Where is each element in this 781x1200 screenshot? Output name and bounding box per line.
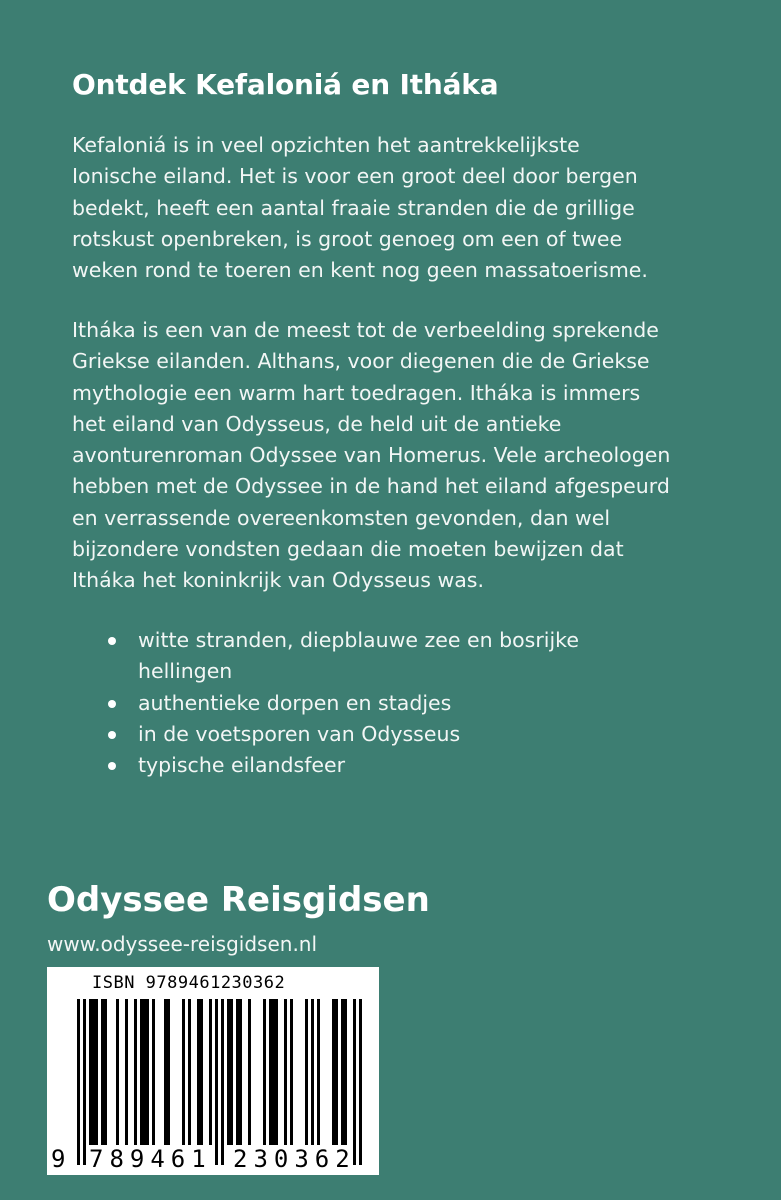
barcode-bar <box>263 999 266 1145</box>
paragraph-line: rotskust openbreken, is groot genoeg om een of twee <box>72 226 623 251</box>
highlights-list <box>108 625 678 781</box>
barcode-bar <box>146 999 149 1145</box>
barcode-digit-lead: 9 <box>51 1145 72 1173</box>
barcode-bar <box>140 999 143 1145</box>
barcode-bar <box>104 999 107 1145</box>
barcode-bar <box>272 999 275 1145</box>
barcode-bar <box>182 999 185 1145</box>
bullet-icon <box>108 700 116 708</box>
barcode-bar <box>215 999 218 1165</box>
isbn-label: ISBN 9789461230362 <box>92 973 286 993</box>
barcode-bar <box>305 999 308 1145</box>
barcode-bar <box>344 999 347 1145</box>
barcode-bar <box>284 999 287 1145</box>
list-item <box>108 688 678 719</box>
barcode-bar <box>335 999 338 1145</box>
paragraph-line: Griekse eilanden. Althans, voor diegenen die de Griekse <box>72 349 650 374</box>
barcode-bar <box>152 999 155 1145</box>
paragraph-line: het eiland van Odysseus, de held uit de antieke <box>72 411 562 436</box>
barcode-bar <box>89 999 92 1145</box>
list-item-text: typische eilandsfeer <box>138 753 346 778</box>
barcode-bar <box>236 999 239 1145</box>
barcode-bar <box>200 999 203 1145</box>
barcode-bar <box>209 999 212 1145</box>
barcode-bar <box>197 999 200 1145</box>
barcode-bars <box>47 967 379 1175</box>
barcode-bar <box>167 999 170 1145</box>
barcode-bar <box>188 999 191 1145</box>
list-item-text: in de voetsporen van Odysseus <box>138 721 461 746</box>
paragraph-line: bijzondere vondsten gedaan die moeten bewijzen dat <box>72 537 624 562</box>
barcode-digits-left: 789461 <box>89 1145 212 1173</box>
paragraph-line: Kefaloniá is in veel opzichten het aantrekkelijkste <box>72 133 580 157</box>
barcode-bar <box>101 999 104 1145</box>
barcode-bar <box>116 999 119 1145</box>
barcode-bar <box>83 999 86 1165</box>
intro-paragraph-ithaka <box>72 315 722 597</box>
publisher-name: Odyssee Reisgidsen <box>47 880 430 920</box>
barcode-bar <box>92 999 95 1145</box>
list-item <box>108 750 678 781</box>
barcode-bar <box>164 999 167 1145</box>
list-item <box>108 719 678 750</box>
bullet-icon <box>108 762 116 770</box>
paragraph-line: Itháka is een van de meest tot de verbeelding sprekende <box>72 318 659 342</box>
paragraph-line: Itháka het koninkrijk van Odysseus was. <box>72 568 485 593</box>
barcode-bar <box>317 999 320 1145</box>
paragraph-line: Ionische eiland. Het is voor een groot deel door bergen <box>72 164 638 189</box>
intro-paragraph-kefalonia <box>72 130 722 286</box>
paragraph-line: en verrassende overeenkomsten gevonden, dan wel <box>72 505 611 530</box>
barcode-bar <box>95 999 98 1145</box>
barcode-bar <box>125 999 128 1145</box>
barcode-bar <box>221 999 224 1165</box>
barcode-bar <box>311 999 314 1145</box>
list-item <box>108 625 678 688</box>
paragraph-line: avonturenroman Odyssee van Homerus. Vele archeologen <box>72 443 671 468</box>
paragraph-line: mythologie een warm hart toedragen. Itháka is immers <box>72 380 641 405</box>
barcode-bar <box>248 999 251 1145</box>
barcode-bar <box>332 999 335 1145</box>
barcode-bar <box>143 999 146 1145</box>
list-item-text: authentieke dorpen en stadjes <box>138 690 452 715</box>
paragraph-line: bedekt, heeft een aantal fraaie stranden die de grillige <box>72 195 635 220</box>
barcode-bar <box>353 999 356 1165</box>
cover-heading: Ontdek Kefaloniá en Itháka <box>72 68 499 101</box>
barcode-bar <box>134 999 137 1145</box>
barcode-bar <box>341 999 344 1145</box>
paragraph-line: weken rond te toeren en kent nog geen massatoerisme. <box>72 258 648 283</box>
publisher-website: www.odyssee-reisgidsen.nl <box>47 932 318 956</box>
barcode-bar <box>77 999 80 1165</box>
barcode-bar <box>275 999 278 1145</box>
barcode-digits-right: 230362 <box>233 1145 356 1173</box>
paragraph-line: hebben met de Odyssee in de hand het eiland afgespeurd <box>72 474 670 499</box>
list-item-text: hellingen <box>138 659 233 684</box>
list-item-text: witte stranden, diepblauwe zee en bosrijke <box>138 628 579 652</box>
barcode-digits <box>47 1145 379 1173</box>
barcode-bar <box>359 999 362 1165</box>
barcode-bar <box>230 999 233 1145</box>
barcode-bar <box>290 999 293 1145</box>
isbn-barcode <box>47 967 379 1175</box>
barcode-bar <box>269 999 272 1145</box>
bullet-icon <box>108 637 116 645</box>
barcode-bar <box>227 999 230 1145</box>
barcode-bar <box>239 999 242 1145</box>
bullet-icon <box>108 731 116 739</box>
